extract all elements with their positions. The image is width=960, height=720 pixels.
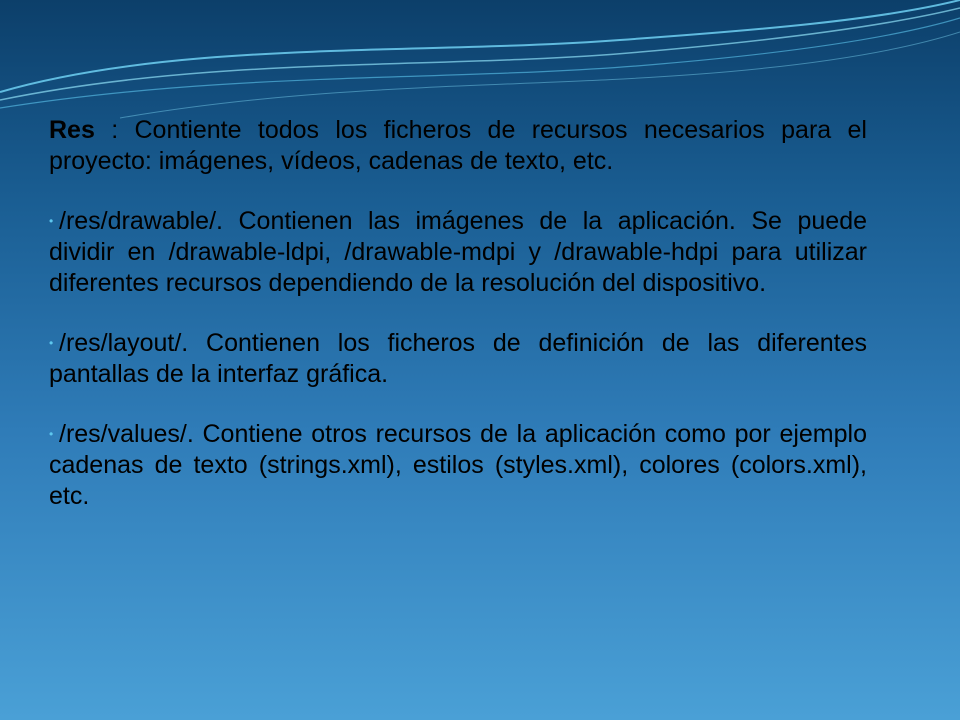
bullet-icon: • <box>49 214 54 228</box>
decorative-wave-lines <box>0 0 960 120</box>
intro-term: Res <box>49 116 95 144</box>
intro-text: : Contiente todos los ficheros de recursos necesarios para el proyecto: imágenes, vídeos, cadenas de texto, etc. <box>49 116 867 175</box>
bullet-icon: • <box>49 336 54 350</box>
intro-paragraph <box>49 115 867 177</box>
bullet-item-values <box>49 419 867 512</box>
slide-body <box>49 115 867 541</box>
bullet-text-layout: /res/layout/. Contienen los ficheros de definición de las diferentes pantallas de la interfaz gráfica. <box>49 329 867 388</box>
bullet-text-drawable: /res/drawable/. Contienen las imágenes de la aplicación. Se puede dividir en /drawable-ldpi, /drawable-mdpi y /drawable-hdpi para utilizar diferentes recursos dependiendo de la resolución del dispositivo. <box>49 207 867 297</box>
bullet-item-drawable <box>49 206 867 299</box>
bullet-text-values: /res/values/. Contiene otros recursos de la aplicación como por ejemplo cadenas de texto (strings.xml), estilos (styles.xml), colores (colors.xml), etc. <box>49 420 867 510</box>
bullet-icon: • <box>49 427 54 441</box>
bullet-item-layout <box>49 328 867 390</box>
